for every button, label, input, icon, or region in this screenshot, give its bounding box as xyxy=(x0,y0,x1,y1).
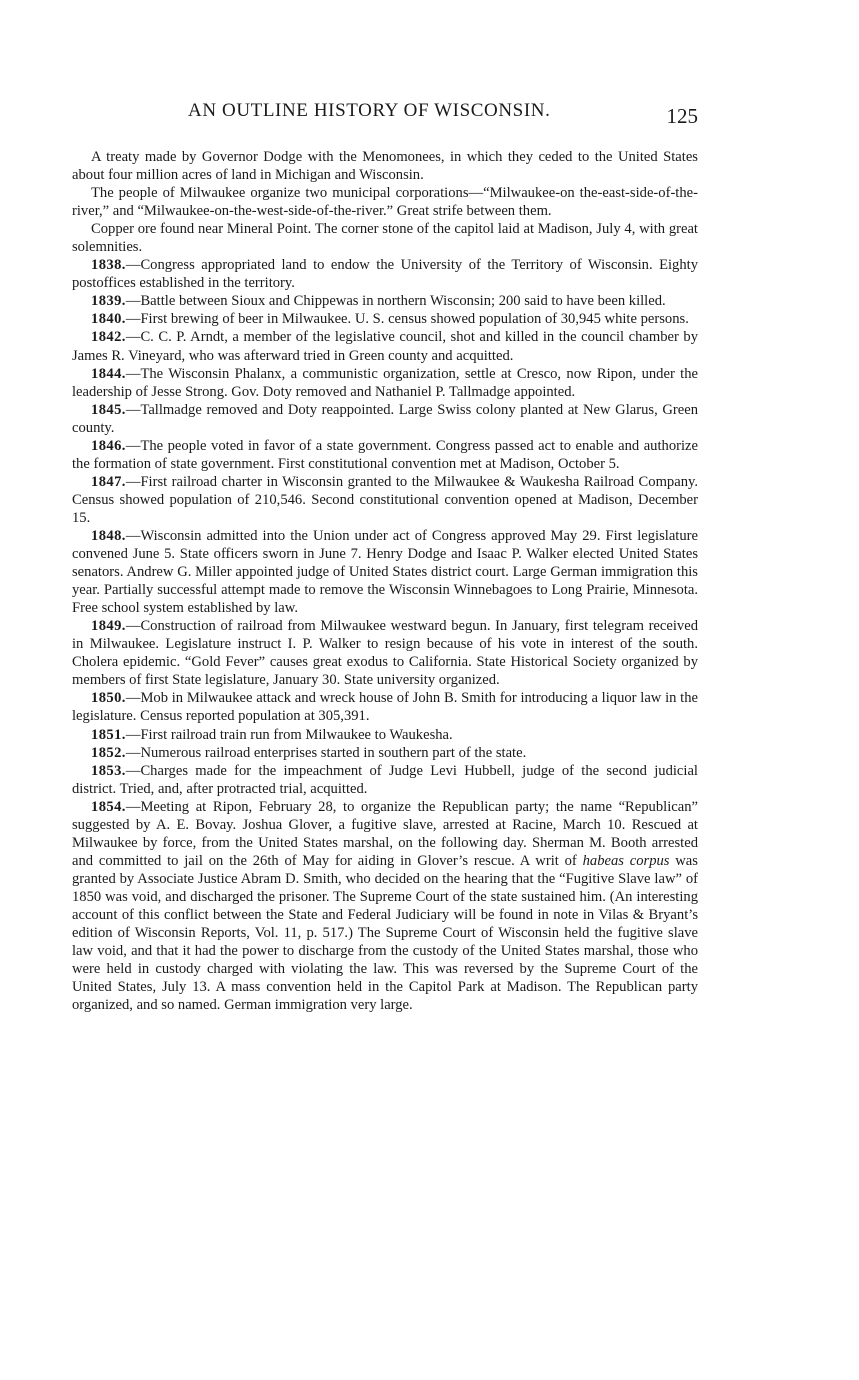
entry-text: —Congress appropriated land to endow the University of the Territory of Wisconsin. Eighty postoffices established in the territory. xyxy=(72,257,698,292)
year-entry xyxy=(72,473,698,527)
paragraph-text: The people of Milwaukee organize two municipal corporations—“Milwaukee-on the-east-side-of-the-river,” and “Milwaukee-on-the-west-side-of-the-river.” Great strife between them. xyxy=(72,185,698,220)
year-entry xyxy=(72,256,698,292)
page-number: 125 xyxy=(666,104,698,128)
entry-text: —C. C. P. Arndt, a member of the legislative council, shot and killed in the council chamber by James R. Vineyard, who was afterward tried in Green county and acquitted. xyxy=(72,329,698,364)
entry-text: —Tallmadge removed and Doty reappointed. Large Swiss colony planted at New Glarus, Green county. xyxy=(72,401,698,436)
entry-text: —Wisconsin admitted into the Union under act of Congress approved May 29. First legislature convened June 5. State officers sworn in June 7. Henry Dodge and Isaac P. Walker elected United States senators. Andrew G. Miller appointed judge of United States district court. Large German immigration this year. Partially successful attempt made to remove the Wisconsin Winnebagoes to Long Prairie, Minnesota. Free school system established by law. xyxy=(72,527,698,617)
entry-text: —First railroad train run from Milwaukee to Waukesha. xyxy=(125,726,453,743)
year-entry xyxy=(72,310,698,328)
entry-text: —First railroad charter in Wisconsin granted to the Milwaukee & Waukesha Railroad Company. Census showed population of 210,546. Second constitutional convention opened at Madison, December 15. xyxy=(72,473,698,526)
year-entry xyxy=(72,726,698,744)
year-label: 1847. xyxy=(91,473,126,490)
year-label: 1842. xyxy=(91,329,126,346)
entry-text: —Meeting at Ripon, February 28, to organize the Republican party; the name “Republican” suggested by A. E. Bovay. Joshua Glover, a fugitive slave, arrested at Racine, March 10. Rescued at Milwaukee by force, from the United States marshal, on the following day. Sherman M. Booth arrested and committed to jail on the 26th of May for aiding in Glover’s rescue. A writ of xyxy=(72,798,698,869)
year-label: 1849. xyxy=(91,618,126,635)
paragraph xyxy=(72,184,698,220)
entry-text: —Mob in Milwaukee attack and wreck house of John B. Smith for introducing a liquor law in the legislature. Census reported population at 305,391. xyxy=(72,690,698,725)
year-label: 1850. xyxy=(91,690,126,707)
year-entry xyxy=(72,617,698,689)
year-label: 1838. xyxy=(91,257,126,274)
paragraph xyxy=(72,148,698,184)
year-label: 1853. xyxy=(91,762,126,779)
year-label: 1852. xyxy=(91,744,126,761)
paragraph xyxy=(72,220,698,256)
entry-text: —The people voted in favor of a state government. Congress passed act to enable and authorize the formation of state government. First constitutional convention met at Madison, October 5. xyxy=(72,437,698,472)
entry-text: —Construction of railroad from Milwaukee westward begun. In January, first telegram received in Milwaukee. Legislature instruct I. P. Walker to resign because of his vote in interest of the south. Cholera epidemic. “Gold Fever” causes great exodus to California. State Historical Society organized by members of first State legislature, January 30. State university organized. xyxy=(72,618,698,689)
page-body xyxy=(72,148,698,1014)
italic-term: habeas corpus xyxy=(582,852,670,869)
year-entry xyxy=(72,527,698,617)
year-label: 1839. xyxy=(91,293,126,310)
paragraph-text: A treaty made by Governor Dodge with the Menomonees, in which they ceded to the United States about four million acres of land in Michigan and Wisconsin. xyxy=(72,149,698,184)
year-label: 1846. xyxy=(91,437,126,454)
year-entry xyxy=(72,328,698,364)
year-label: 1848. xyxy=(91,527,126,544)
entry-text: —Charges made for the impeachment of Judge Levi Hubbell, judge of the second judicial district. Tried, and, after protracted trial, acquitted. xyxy=(72,762,698,797)
entry-text: —First brewing of beer in Milwaukee. U. S. census showed population of 30,945 white persons. xyxy=(125,311,689,328)
page-header xyxy=(72,96,700,130)
entry-text: —Numerous railroad enterprises started in southern part of the state. xyxy=(125,744,527,761)
year-entry xyxy=(72,365,698,401)
year-entry xyxy=(72,798,698,1015)
year-label: 1840. xyxy=(91,311,126,328)
year-label: 1844. xyxy=(91,365,126,382)
running-title: AN OUTLINE HISTORY OF WISCONSIN. xyxy=(188,100,551,121)
year-entry xyxy=(72,292,698,310)
year-label: 1854. xyxy=(91,798,126,815)
entry-text-continued: was granted by Associate Justice Abram D. Smith, who decided on the hearing that the “Fugitive Slave law” of 1850 was void, and discharged the prisoner. The Supreme Court of the state sustained him. (An interesting account of this conflict between the State and Federal Judiciary will be found in note in Vilas & Bryant’s edition of Wisconsin Reports, Vol. 11, p. 517.) The Supreme Court of Wisconsin held the fugitive slave law void, and that it had the power to discharge from the custody of the United States marshal, those who were held in custody charged with violating the law. This was reversed by the Supreme Court of the United States, July 13. A mass convention held in the Capitol Park at Madison. The Republican party organized, and so named. German immigration very large. xyxy=(72,852,698,1014)
year-entry xyxy=(72,437,698,473)
paragraph-text: Copper ore found near Mineral Point. The corner stone of the capitol laid at Madison, July 4, with great solemnities. xyxy=(72,221,698,256)
entry-text: —The Wisconsin Phalanx, a communistic organization, settle at Cresco, now Ripon, under the leadership of Jesse Strong. Gov. Doty removed and Nathaniel P. Tallmadge appointed. xyxy=(72,365,698,400)
year-entry xyxy=(72,689,698,725)
year-entry xyxy=(72,762,698,798)
year-entry xyxy=(72,744,698,762)
year-label: 1845. xyxy=(91,401,126,418)
entry-text: —Battle between Sioux and Chippewas in northern Wisconsin; 200 said to have been killed. xyxy=(125,293,666,310)
year-entry xyxy=(72,401,698,437)
year-label: 1851. xyxy=(91,726,126,743)
